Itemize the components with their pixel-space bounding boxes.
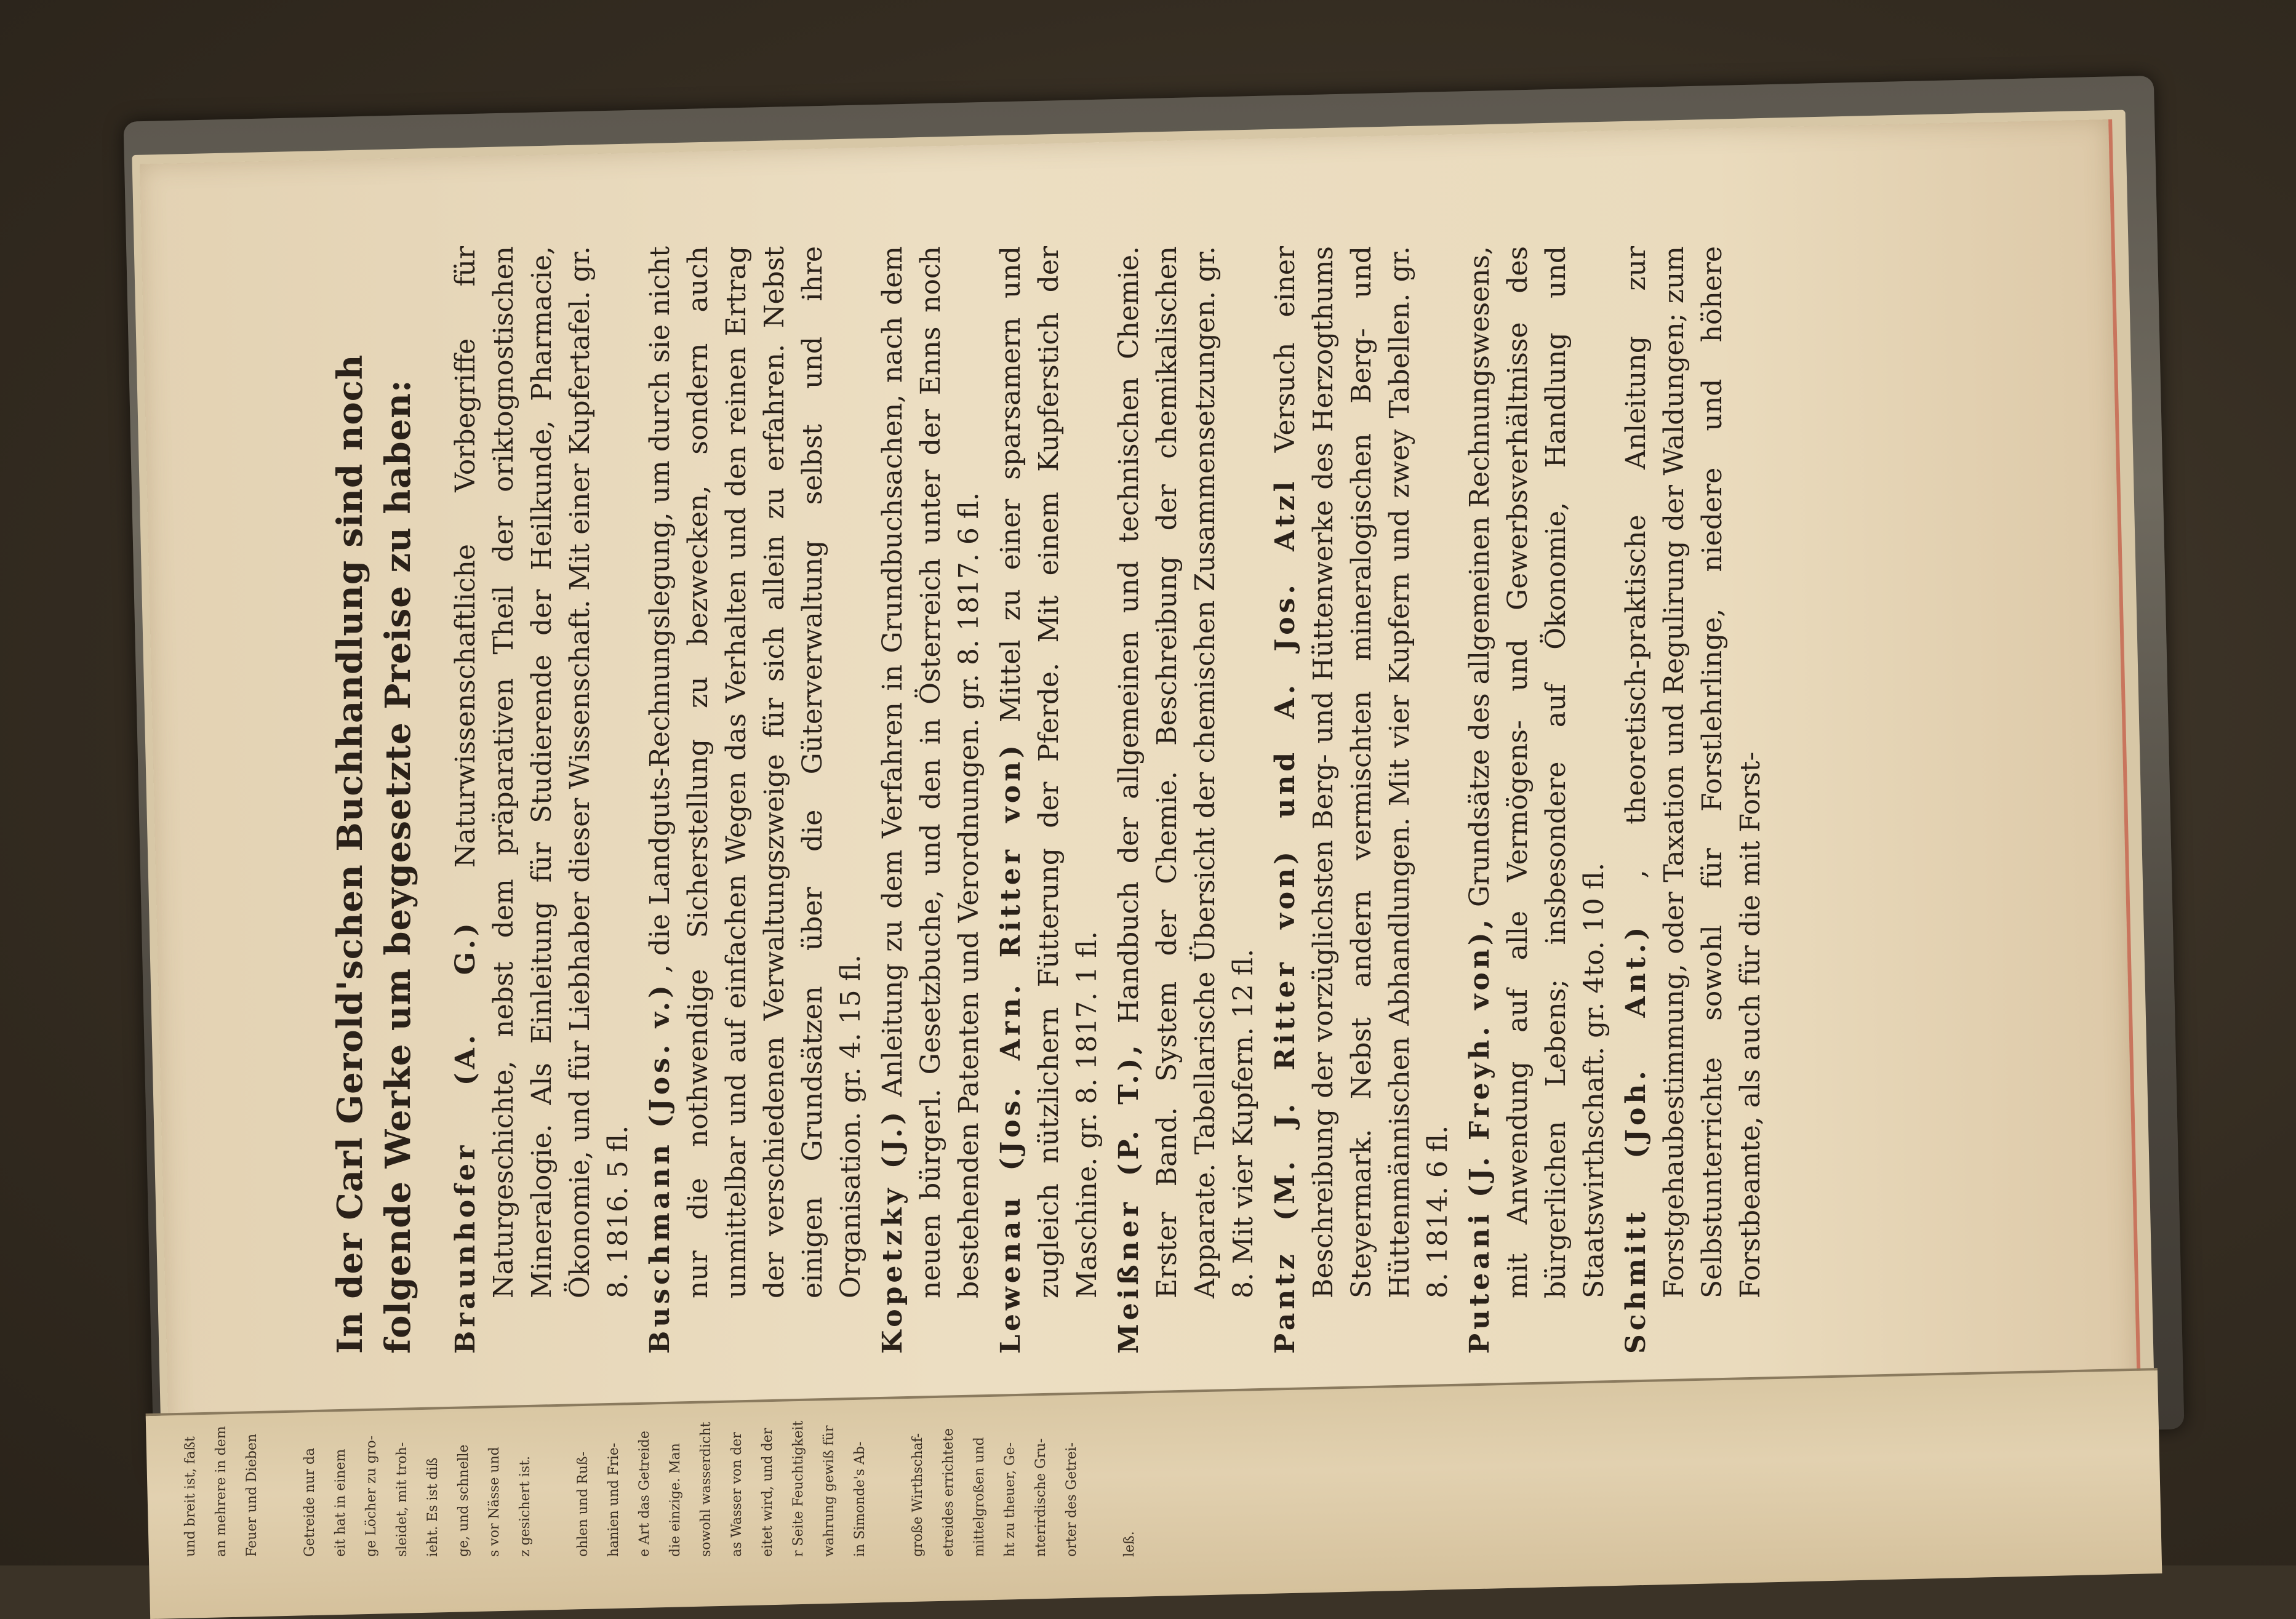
entry-braunhofer [447,246,638,1354]
underlying-text-line: in Simonde's Ab- [852,1441,868,1557]
entry-author: Puteani (J. Freyh. von), [1464,916,1495,1354]
underlying-text-line: s vor Nässe und [487,1447,502,1557]
entry-author: Schmitt (Joh. Ant.) [1620,923,1652,1354]
underlying-text-line: ohlen und Ruß- [575,1452,591,1557]
entry-text: Naturwissenschaftliche Vorbegriffe für Naturgeschichte, nebst dem präparativen Theil der oriktognostischen Mineralogie. Als Einleitung für Studierende der Heilkunde, Pharmacie, Ökonomie, und für Liebhaber dieser Wissenschaft. Mit einer Kupfertafel. gr. 8. 1816. 5 fl. [450,246,634,1298]
line-gap [1087,1354,1114,1557]
underlying-text-line: Getreide nur da [302,1447,318,1557]
entry-author: Meißner (P. T.), [1113,1041,1145,1354]
underlying-page-text-rotor [175,1354,1137,1557]
entry-text: Mittel zu einer sparsamern und zugleich nützlichern Fütterung der Pferde. Mit einem Kupferstich der Maschine. gr. 8. 1817. 1 fl. [995,246,1103,1298]
entry-puteani [1461,246,1614,1354]
entry-author: Kopetzky (J.) [877,1108,908,1354]
underlying-text-line: sleidet, mit troh- [394,1442,410,1557]
underlying-text-line: etreides errichtete [941,1428,956,1557]
entry-lewenau [992,246,1106,1354]
line-gap [268,1354,295,1557]
entry-text: , die Landguts-Rechnungslegung, um durch sie nicht nur die nothwendige Sicherstellung zu bezwecken, sondern auch unmittelbar und auf einfachen Wegen das Verhalten und den reinen Ertrag der verschiedenen Verwaltungszweige für sich allein zu erfahren. Nebst einigen Grundsätzen über die Güterverwaltung selbst und ihre Organisation. gr. 4. 15 fl. [644,246,866,1298]
line-gap [876,1354,903,1557]
page-text-rotor [326,246,1926,1354]
underlying-text-line: ge, und schnelle [456,1444,471,1557]
underlying-text-line: e Art das Getreide [637,1431,652,1557]
page-text [326,246,1774,1354]
entry-text: , theoretisch-praktische Anleitung zur Forstgehaubestimmung, oder Taxation und Regulirung der Waldungen; zum Selbstunterrichte sowohl für Forstlehrlinge, niedere und höhere Forstbeamte, als auch für die mit Forst- [1620,246,1766,1298]
underlying-text-line: eit hat in einem [333,1449,348,1557]
underlying-text-line: mittelgroßen und [972,1437,987,1557]
underlying-text-line: ge Löcher zu gro- [364,1435,379,1557]
underlying-text-line: ieht. Es ist diß [425,1457,441,1557]
page-heading: In der Carl Gerold'schen Buchhandlung sind noch folgende Werke um beygesetzte Preise zu haben: [330,354,418,1354]
underlying-text-line: ht zu theuer, Ge- [1002,1442,1018,1557]
entry-meissner [1110,246,1263,1354]
line-gap [541,1354,568,1557]
underlying-text-line: hanien und Frie- [606,1442,622,1557]
underlying-text-line: und breit ist, faßt [183,1436,198,1557]
entry-text: Anleitung zu dem Verfahren in Grundbuchsachen, nach dem neuen bürgerl. Gesetzbuche, und den in Österreich unter der Enns noch bestehenden Patenten und Verordnungen. gr. 8. 1817. 6 fl. [877,246,985,1298]
underlying-text-line: r Seite Feuchtigkeit [791,1420,806,1557]
entry-schmitt [1617,246,1770,1354]
underlying-text-line: eitet wird, und der [760,1428,775,1557]
entry-author: Buschmann (Jos. v.) [644,981,676,1354]
underlying-text-line: wahrung gewiß für [822,1425,837,1557]
underlying-text-line: as Wasser von der [729,1432,745,1557]
entry-author: Braunhofer (A. G.) [450,919,481,1354]
entry-text: Grundsätze des allgemeinen Rechnungswesens, mit Anwendung auf alle Vermögens- und Gewerbsverhältnisse des bürgerlichen Lebens; insbesondere auf Ökonomie, Handlung und Staatswirthschaft. gr. 4to. 10 fl. [1464,246,1610,1298]
underlying-text-line: nterirdische Gru- [1033,1438,1049,1557]
entry-author: Pantz (M. J. Ritter von) und A. Jos. Atzl [1270,478,1301,1354]
underlying-text-line: Feuer und Dieben [244,1433,260,1557]
underlying-text-line: die einzige. Man [668,1443,683,1557]
underlying-text-line: leß. [1122,1531,1137,1557]
entry-kopetzky [874,246,988,1354]
entry-pantz [1266,246,1457,1354]
underlying-text-line: große Wirthschaf- [910,1433,926,1557]
entry-text: Handbuch der allgemeinen und technischen Chemie. Erster Band. System der Chemie. Beschreibung der chemikalischen Apparate. Tabellarische Übersicht der chemischen Zusammensetzungen. gr. 8. Mit vier Kupfern. 12 fl. [1113,246,1259,1298]
underlying-text-line: an mehrere in dem [214,1426,229,1557]
underlying-text-line: sowohl wasserdicht [698,1421,714,1557]
underlying-page-text [175,1354,1145,1557]
entry-text: Versuch einer Beschreibung der vorzüglichsten Berg- und Hüttenwerke des Herzogthums Steyermark. Nebst andern vermischten mineralogischen Berg- und Hüttenmännischen Abhandlungen. Mit vier Kupfern und zwey Tabellen. gr. 8. 1814. 6 fl. [1270,246,1454,1298]
underlying-text-line: orter des Getrei- [1064,1442,1079,1557]
underlying-text-line: z gesichert ist. [518,1455,533,1557]
entry-buschmann [641,246,870,1354]
entry-author: Lewenau (Jos. Arn. Ritter von) [995,742,1026,1354]
